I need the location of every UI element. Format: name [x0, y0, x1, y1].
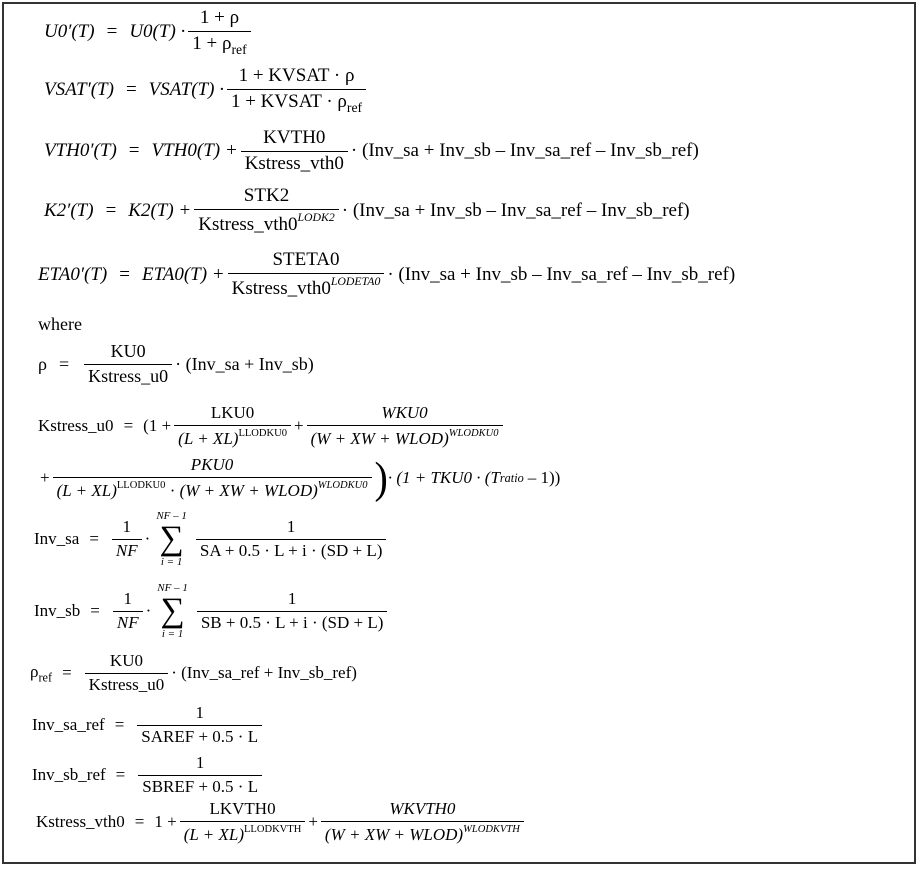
- invsb-pre-num: 1: [123, 588, 132, 608]
- invsb-eq: =: [90, 601, 100, 620]
- vth0-tail: · (Inv_sa + Inv_sb – Inv_sa_ref – Inv_sb_ref): [350, 140, 699, 162]
- equation-rho-ref: [30, 652, 357, 694]
- kvth0-f1: [180, 800, 306, 844]
- invsaref-lhs: Inv_sa_ref: [32, 715, 105, 735]
- k2-den: [194, 209, 339, 236]
- vth0-eq: =: [128, 140, 140, 162]
- invsbref-den: SBREF + 0.5 · L: [138, 775, 262, 797]
- kvth0-f2-num: WKVTH0: [389, 799, 456, 818]
- kvth0-f1-den-text: (L + XL): [183, 824, 244, 844]
- eta0-tail: · (Inv_sa + Inv_sb – Inv_sa_ref – Inv_sb_ref): [387, 263, 736, 285]
- invsb-sum-bot: i = 1: [161, 628, 184, 640]
- ku0-f1-sup: LLODKU0: [238, 427, 287, 439]
- invsa-sum-bot: i = 1: [160, 556, 183, 568]
- ku0-f1: [174, 404, 291, 448]
- rho-fraction: [84, 342, 172, 387]
- equation-inv-sb-ref: [32, 754, 265, 796]
- ku0-f3-dot: ·: [169, 480, 176, 500]
- rhoref-fraction: [85, 652, 169, 694]
- equation-eta0: [38, 250, 735, 300]
- invsa-eq: =: [89, 529, 99, 548]
- kvth0-f1-den: [180, 821, 306, 845]
- vth0-den: Kstress_vth0: [241, 151, 348, 175]
- u0-fraction: [188, 8, 250, 57]
- u0-lhs: U0′(T): [44, 21, 95, 43]
- rhoref-lhs-text: ρ: [30, 661, 39, 681]
- eta0-num: STETA0: [272, 249, 340, 270]
- invsa-pre-num: 1: [122, 516, 132, 536]
- invsbref-lhs: Inv_sb_ref: [32, 765, 106, 785]
- invsb-sum-sym: ∑: [160, 592, 185, 629]
- k2-num: STK2: [243, 185, 290, 206]
- invsa-pre-den: NF: [112, 539, 142, 561]
- ku0-f1-num: LKU0: [210, 403, 255, 422]
- ku0-f1-den-text: (L + XL): [178, 428, 239, 448]
- kvth0-f2-sup: WLODKVTH: [463, 823, 520, 835]
- ku0-f3-den: [53, 477, 372, 501]
- invsb-pre-den: NF: [113, 611, 143, 633]
- vsat-num: 1 + KVSAT · ρ: [238, 65, 355, 86]
- ku0-lhs: Kstress_u0: [38, 416, 114, 436]
- invsa-den: SA + 0.5 · L + i · (SD + L): [196, 539, 387, 561]
- ku0-f1-den: [174, 425, 291, 449]
- equation-inv-sb: [34, 582, 390, 640]
- rho-tail: · (Inv_sa + Inv_sb): [175, 353, 314, 374]
- u0-eq: =: [106, 21, 118, 43]
- k2-eq: =: [105, 199, 117, 221]
- equation-kstress-vth0: [36, 800, 527, 844]
- invsb-num: 1: [287, 588, 297, 608]
- ku0-f3-sup-b: WLODKU0: [317, 479, 368, 491]
- invsb-fraction: [197, 590, 388, 632]
- invsa-fraction: [196, 518, 387, 560]
- invsb-sum-top: NF – 1: [157, 582, 188, 594]
- ku0-f2-den: [307, 425, 503, 449]
- invsbref-num: 1: [195, 753, 205, 772]
- rhoref-num: KU0: [109, 651, 143, 670]
- vth0-fraction: [241, 128, 348, 175]
- ku0-f3: [53, 456, 372, 500]
- k2-lhs: K2′(T): [44, 199, 94, 221]
- invsa-lhs: Inv_sa: [34, 529, 80, 548]
- invsbref-eq: =: [115, 765, 126, 785]
- ku0-close-tail-b: – 1)): [527, 468, 561, 488]
- ku0-eq: =: [123, 416, 134, 436]
- invsaref-fraction: [137, 704, 262, 746]
- kvth0-lhs: Kstress_vth0: [36, 812, 125, 832]
- k2-den-text: Kstress_vth0: [198, 213, 298, 235]
- rho-den: Kstress_u0: [84, 364, 172, 387]
- invsb-lhs: Inv_sb: [34, 601, 81, 620]
- equation-inv-sa-ref: [32, 704, 265, 746]
- vsat-den-text: 1 + KVSAT · ρ: [230, 90, 347, 112]
- kvth0-eq: =: [134, 812, 145, 832]
- kvth0-f1-num: LKVTH0: [209, 799, 276, 818]
- ku0-f2: [307, 404, 503, 448]
- ku0-plus: +: [294, 416, 304, 436]
- rhoref-tail: · (Inv_sa_ref + Inv_sb_ref): [171, 663, 357, 683]
- vth0-num: KVTH0: [263, 127, 326, 148]
- eta0-lhs: ETA0′(T): [38, 263, 108, 285]
- invsbref-fraction: [138, 754, 262, 796]
- vsat-fraction: [227, 66, 366, 115]
- vsat-lhs: VSAT′(T): [44, 79, 114, 101]
- invsb-dot: ·: [145, 601, 152, 620]
- where-label: where: [38, 314, 82, 334]
- ku0-close-paren: ): [374, 452, 388, 503]
- vsat-den: [227, 89, 366, 115]
- invsa-pre: [112, 518, 142, 560]
- k2-rhs: K2(T) +: [128, 199, 192, 221]
- equation-k2: [44, 186, 690, 236]
- eta0-den-sup: LODETA0: [330, 274, 381, 288]
- ku0-lead-plus: +: [40, 468, 50, 488]
- equation-u0: [44, 8, 254, 57]
- kvth0-f2-den-text: (W + XW + WLOD): [324, 824, 464, 844]
- k2-den-sup: LODK2: [297, 210, 335, 224]
- invsa-dot: ·: [144, 529, 151, 548]
- ku0-f2-sup: WLODKU0: [448, 427, 499, 439]
- vsat-rhs: VSAT(T) ·: [148, 79, 224, 101]
- eta0-fraction: [228, 250, 385, 300]
- rho-eq: =: [58, 353, 70, 374]
- invsa-num: 1: [286, 516, 296, 536]
- kvth0-pre: 1 +: [154, 812, 177, 832]
- kvth0-f1-sup: LLODKVTH: [244, 823, 302, 835]
- rhoref-eq: =: [62, 663, 72, 683]
- ku0-close-sub: ratio: [499, 470, 524, 485]
- equation-vsat: [44, 66, 369, 115]
- equation-kstress-u0-line1: [38, 404, 506, 448]
- invsaref-den: SAREF + 0.5 · L: [137, 725, 262, 747]
- equation-inv-sa: [34, 510, 389, 568]
- ku0-open: (1 +: [143, 416, 172, 436]
- vth0-lhs: VTH0′(T): [44, 140, 117, 162]
- equation-vth0: [44, 128, 699, 175]
- ku0-close-tail-a: · (1 + TKU0 · (T: [387, 468, 500, 488]
- k2-fraction: [194, 186, 339, 236]
- ku0-f2-den-text: (W + XW + WLOD): [310, 428, 449, 448]
- kvth0-plus: +: [308, 812, 318, 832]
- u0-den: [188, 31, 250, 57]
- invsb-sum: [157, 582, 188, 640]
- u0-den-sub: ref: [231, 41, 247, 57]
- ku0-f3-den-b: (W + XW + WLOD): [179, 480, 318, 500]
- eta0-eq: =: [119, 263, 130, 285]
- invsb-den: SB + 0.5 · L + i · (SD + L): [197, 611, 388, 633]
- invsaref-eq: =: [114, 715, 125, 735]
- invsb-pre: [113, 590, 143, 632]
- vsat-den-sub: ref: [346, 99, 363, 115]
- invsa-sum-top: NF – 1: [156, 510, 187, 522]
- eta0-den-text: Kstress_vth0: [231, 277, 331, 299]
- invsaref-num: 1: [195, 703, 204, 722]
- rhoref-den: Kstress_u0: [85, 673, 169, 695]
- ku0-f3-den-a: (L + XL): [56, 480, 117, 500]
- ku0-f3-num: PKU0: [190, 455, 234, 474]
- u0-rhs: U0(T) ·: [129, 21, 186, 43]
- invsa-sum: [156, 510, 187, 568]
- rho-lhs: ρ: [38, 353, 47, 374]
- ku0-f2-num: WKU0: [381, 403, 428, 422]
- kvth0-f2-den: [321, 821, 524, 845]
- u0-den-text: 1 + ρ: [192, 32, 232, 54]
- invsa-sum-sym: ∑: [159, 520, 184, 557]
- rhoref-lhs: [30, 662, 52, 685]
- eta0-den: [228, 273, 385, 300]
- equation-kstress-u0-line2: [40, 452, 561, 503]
- kvth0-f2: [321, 800, 524, 844]
- k2-tail: · (Inv_sa + Inv_sb – Inv_sa_ref – Inv_sb_ref): [341, 199, 690, 221]
- u0-num: 1 + ρ: [199, 7, 240, 28]
- rhoref-lhs-sub: ref: [38, 669, 53, 684]
- rho-num: KU0: [110, 341, 146, 361]
- ku0-f3-sup-a: LLODKU0: [116, 479, 166, 491]
- eta0-rhs: ETA0(T) +: [141, 263, 225, 285]
- equation-rho: [38, 342, 314, 387]
- vth0-rhs: VTH0(T) +: [151, 140, 238, 162]
- vsat-eq: =: [125, 79, 137, 101]
